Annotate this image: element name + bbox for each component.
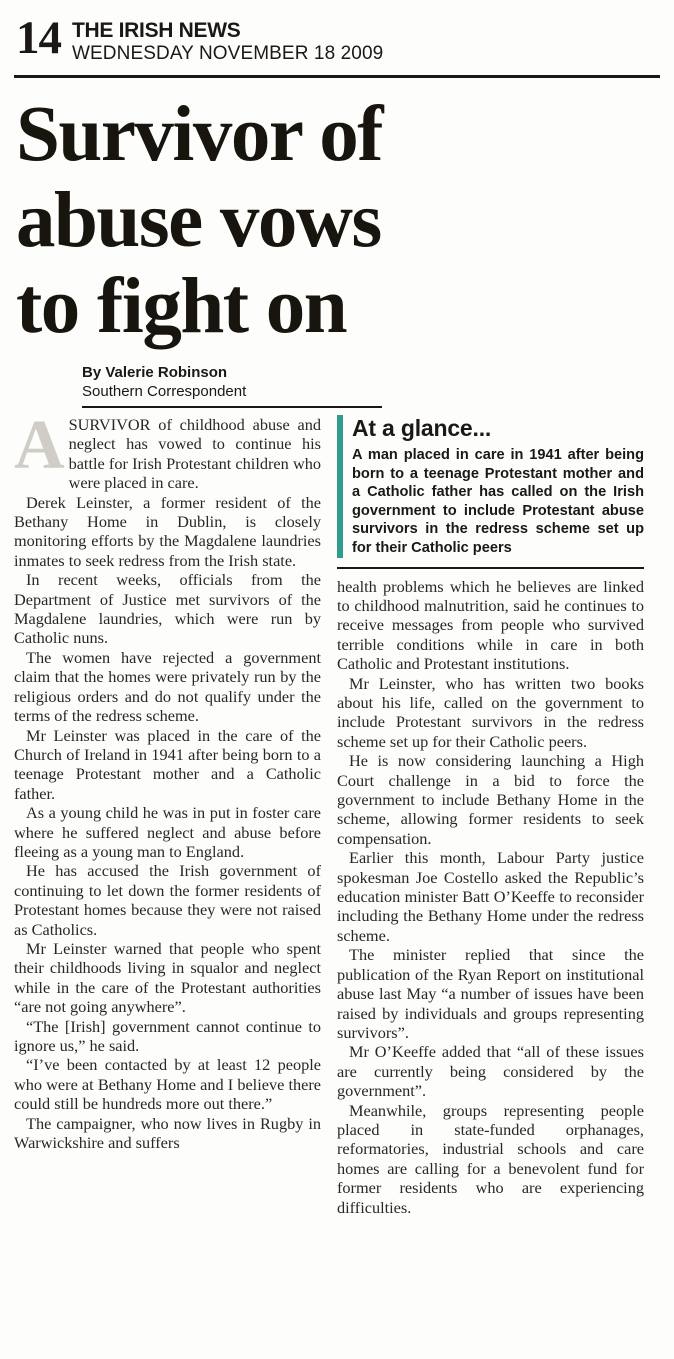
article-columns [14,407,660,1217]
byline-role: Southern Correspondent [82,383,247,400]
byline [14,364,314,408]
byline-divider [82,406,382,408]
article-paragraph: Mr O’Keeffe added that “all of these issues are currently being considered by the government”. [337,1042,644,1101]
article-paragraph: Mr Leinster, who has written two books about his life, called on the government to include Protestant survivors in the redress scheme set up for their Catholic peers. [337,673,644,751]
article-paragraph: Mr Leinster was placed in the care of the Church of Ireland in 1941 after being born to a teenage Protestant mother and a Catholic father. [14,725,321,803]
page-title [16,92,656,350]
article-paragraph [14,407,321,493]
article-paragraph: Derek Leinster, a former resident of the Bethany Home in Dublin, is closely monitoring efforts by the Magdalene laundries inmates to seek redress from the Irish state. [14,492,321,570]
article-paragraph: Meanwhile, groups representing people placed in state-funded orphanages, reformatories, industrial schools and care homes are calling for a benevolent fund for former residents who are experiencing difficulties. [337,1100,644,1217]
headline-line-3: to fight on [16,263,347,350]
page-number: 14 [16,12,61,64]
article-paragraph: The women have rejected a government claim that the homes were privately run by the religious orders and do not qualify under the terms of the redress scheme. [14,647,321,726]
drop-cap: A [14,407,65,484]
masthead [14,0,660,65]
article-paragraph: The campaigner, who now lives in Rugby in Warwickshire and suffers [14,1113,321,1153]
issue-date: WEDNESDAY NOVEMBER 18 2009 [72,43,384,64]
article-paragraph-text: SURVIVOR of childhood abuse and neglect has vowed to continue his battle for Irish Protestant children who were placed in care. [68,415,321,493]
at-a-glance-box [337,415,644,558]
byline-author: By Valerie Robinson [82,364,228,381]
article-paragraph: “I’ve been contacted by at least 12 people who were at Bethany Home and I believe there could still be hundreds more out there.” [14,1055,321,1114]
article-paragraph: As a young child he was in put in foster care where he suffered neglect and abuse before fleeing as a young man to England. [14,803,321,861]
masthead-text [72,16,383,65]
at-a-glance-title: At a glance... [352,415,492,441]
at-a-glance-divider [337,567,644,569]
article-paragraph: The minister replied that since the publication of the Ryan Report on institutional abuse last May “a number of issues have been raised by individuals and groups representing survivors”. [337,945,644,1042]
article-paragraph: Mr Leinster warned that people who spent their childhoods living in squalor and neglect while in the care of the Protestant authorities “are not going anywhere”. [14,938,321,1017]
article-column-left [14,407,321,1217]
article-paragraph: He has accused the Irish government of continuing to let down the former residents of Protestant homes because they were not raised as Catholics. [14,861,321,939]
masthead-divider [14,75,660,78]
article-paragraph: “The [Irish] government cannot continue to ignore us,” he said. [14,1016,321,1055]
article-paragraph: health problems which he believes are linked to childhood malnutrition, said he continues to receive messages from people who survived terrible conditions while in care in both Catholic and Protestant institutions. [337,576,644,674]
headline-line-2: abuse vows [16,177,381,264]
article-paragraph: Earlier this month, Labour Party justice spokesman Joe Costello asked the Republic’s education minister Batt O’Keeffe to reconsider including the Bethany Home under the redress scheme. [337,848,644,945]
paper-name: THE IRISH NEWS [72,19,241,42]
article-paragraph: He is now considering launching a High Court challenge in a bid to force the government to include Bethany Home in the scheme, allowing former residents to seek compensation. [337,751,644,848]
article-column-right [337,415,644,1217]
article-body-right [337,577,644,1217]
headline-line-1: Survivor of [16,91,383,178]
at-a-glance-body: A man placed in care in 1941 after being born to a teenage Protestant mother and a Catholic father has called on the Irish government to include Protestant abuse survivors in the redress scheme set up for their Catholic peers [352,447,644,556]
article-paragraph: In recent weeks, officials from the Department of Justice met survivors of the Magdalene laundries, which were run by Catholic nuns. [14,570,321,648]
